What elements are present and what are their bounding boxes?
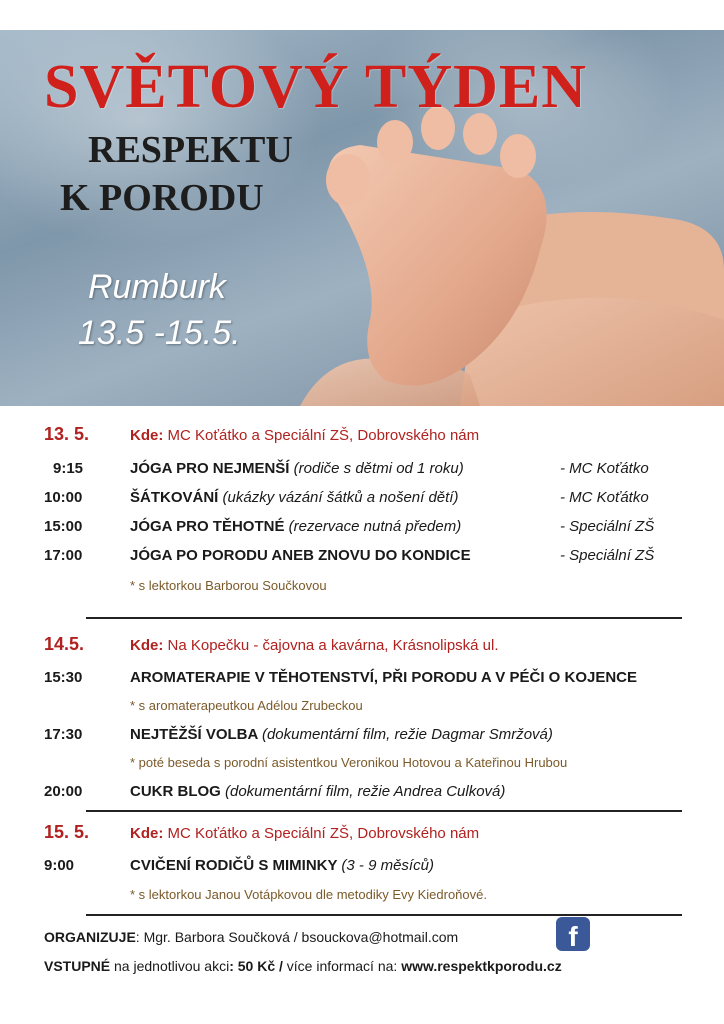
day-header: [44, 634, 499, 655]
event-note: * s lektorkou Barborou Součkovou: [130, 578, 327, 593]
facebook-icon[interactable]: f: [556, 917, 590, 951]
event-description: (rezervace nutná předem): [288, 518, 462, 535]
event-place: - Speciální ZŠ: [560, 547, 655, 564]
day-date: 14.5.: [44, 634, 85, 654]
organizer-line: [44, 929, 458, 945]
venue-text: MC Koťátko a Speciální ZŠ, Dobrovského nám: [167, 427, 480, 444]
event-dates: 13.5 -15.5.: [78, 314, 241, 352]
event-place: - MC Koťátko: [560, 489, 649, 506]
hero-banner: [0, 30, 724, 406]
event-description: (ukázky vázání šátků a nošení dětí): [222, 489, 459, 506]
poster-title: SVĚTOVÝ TÝDEN: [44, 53, 588, 121]
event-description: (rodiče s dětmi od 1 roku): [293, 460, 464, 477]
venue-text: MC Koťátko a Speciální ZŠ, Dobrovského nám: [167, 825, 480, 842]
event-description: (3 - 9 měsíců): [341, 857, 434, 874]
event-city: Rumburk: [88, 268, 226, 306]
event-description: (dokumentární film, režie Andrea Culková): [225, 783, 506, 800]
section-divider: [86, 914, 682, 916]
admission-line: [44, 958, 562, 974]
venue-label: Kde:: [130, 427, 164, 444]
venue-label: Kde:: [130, 825, 164, 842]
event-title: CUKR BLOG: [130, 783, 221, 800]
section-divider: [86, 810, 682, 812]
event-time: 17:00: [44, 547, 83, 564]
event-title: CVIČENÍ RODIČŮ S MIMINKY: [130, 857, 338, 874]
event-time: 9:15: [53, 460, 84, 477]
event-title: JÓGA PRO TĚHOTNÉ: [130, 518, 285, 535]
event-title: JÓGA PRO NEJMENŠÍ: [130, 460, 290, 477]
event-title: AROMATERAPIE V TĚHOTENSTVÍ, PŘI PORODU A V PÉČI O KOJENCE: [130, 669, 638, 686]
venue-text: Na Kopečku - čajovna a kavárna, Krásnolipská ul.: [167, 637, 499, 654]
event-title: JÓGA PO PORODU ANEB ZNOVU DO KONDICE: [130, 547, 471, 564]
event-time: 10:00: [44, 489, 83, 506]
event-time: 20:00: [44, 783, 83, 800]
event-note: * s aromaterapeutkou Adélou Zrubeckou: [130, 698, 363, 713]
day-header: [44, 424, 479, 445]
event-title: ŠÁTKOVÁNÍ: [130, 489, 219, 506]
organizer-text: : Mgr. Barbora Součková / bsouckova@hotmail.com: [135, 929, 459, 945]
website-link[interactable]: www.respektkporodu.cz: [401, 958, 562, 974]
event-time: 15:00: [44, 518, 83, 535]
admission-price: : 50 Kč /: [229, 958, 283, 974]
event-time: 17:30: [44, 726, 83, 743]
day-date: 13. 5.: [44, 424, 90, 444]
event-place: - Speciální ZŠ: [560, 518, 655, 535]
more-info-text: více informací na:: [282, 958, 402, 974]
admission-label: VSTUPNÉ: [44, 958, 111, 974]
event-note: * poté beseda s porodní asistentkou Veronikou Hotovou a Kateřinou Hrubou: [130, 755, 568, 770]
event-place: - MC Koťátko: [560, 460, 649, 477]
section-divider: [86, 617, 682, 619]
admission-text: na jednotlivou akci: [110, 958, 230, 974]
day-date: 15. 5.: [44, 822, 90, 842]
event-time: 15:30: [44, 669, 83, 686]
event-description: (dokumentární film, režie Dagmar Smržová): [261, 726, 553, 743]
event-title: NEJTĚŽŠÍ VOLBA: [130, 726, 258, 743]
poster-subtitle-line1: RESPEKTU: [88, 129, 293, 171]
organizer-label: ORGANIZUJE: [44, 929, 136, 945]
poster-subtitle-line2: K PORODU: [60, 177, 264, 219]
event-time: 9:00: [44, 857, 75, 874]
day-header: [44, 822, 479, 843]
venue-label: Kde:: [130, 637, 164, 654]
event-note: * s lektorkou Janou Votápkovou dle metodiky Evy Kiedroňové.: [130, 887, 487, 902]
